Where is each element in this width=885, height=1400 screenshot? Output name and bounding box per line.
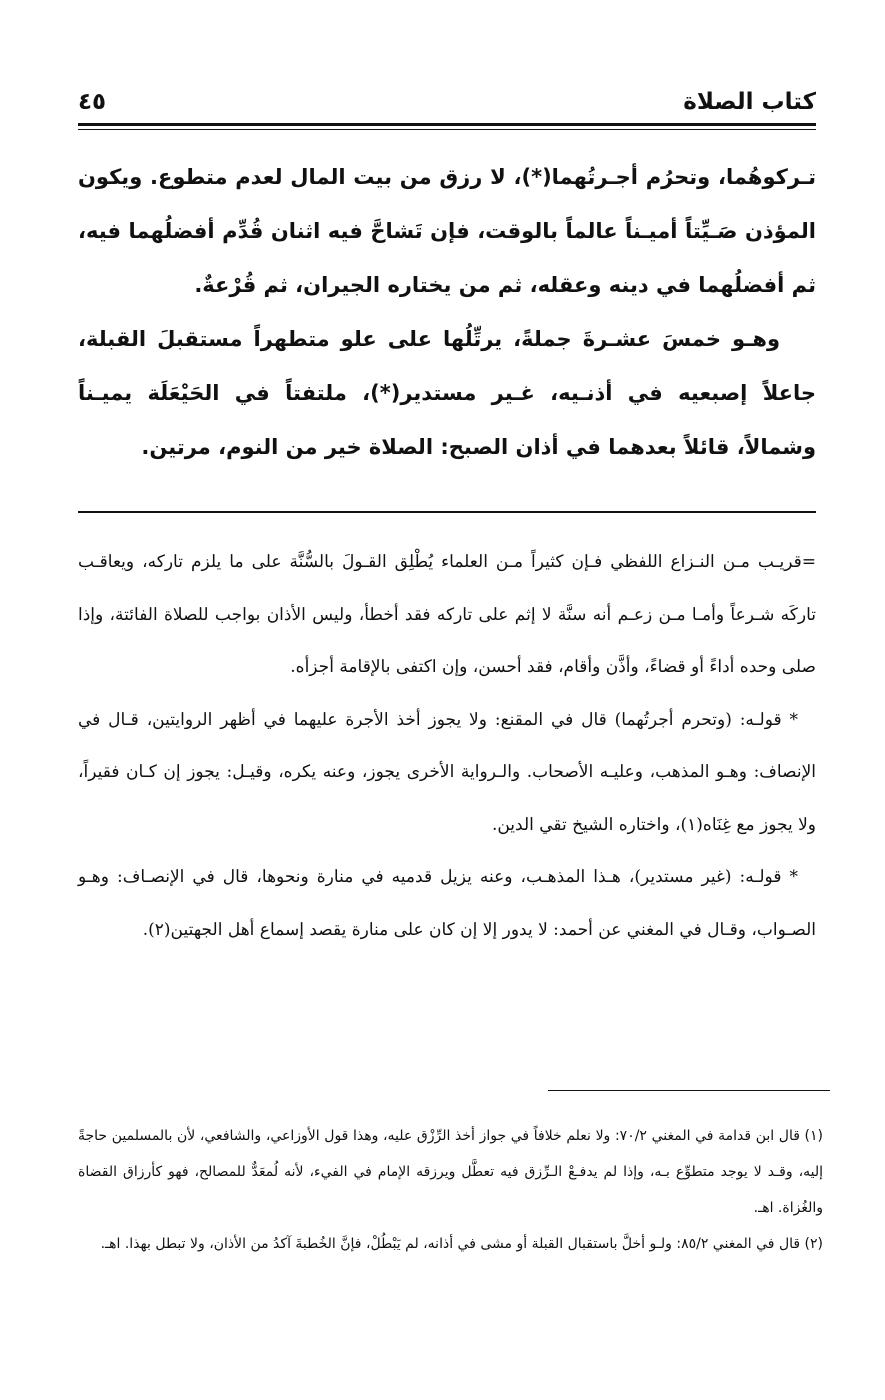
commentary-paragraph-3: * قولـه: (غير مستدير)، هـذا المذهـب، وعنه يزيل قدميه في منارة ونحوها، قال في الإنصـاف: وهـو الصـواب، وقـال في المغني عن أحمد: لا يدور إلا إن كان على منارة يقصد إسماع أهل الجهتين(٢).: [78, 867, 816, 940]
running-header: [78, 84, 816, 122]
footnote-separator: [548, 1090, 830, 1091]
footnote-1: (١) قال ابن قدامة في المغني ٧٠/٢: ولا نعلم خلافاً في جواز أخذ الرِّزْق عليه، وهذا قول الأوزاعي، والشافعي، لأن بالمسلمين حاجةً إليه، وقـد لا يوجد متطوِّع بـه، وإذا لم يدفـعْ الـرِّزق فيه تعطَّل ويرزقه الإمام في الفيء، لأنه لُمعَدٌّ للمصالح، فهو كأرزاق القضاة والغُزاة. اهـ.: [78, 1128, 823, 1216]
page-number: ٤٥: [78, 89, 107, 115]
header-rule-thin: [78, 129, 816, 130]
main-text: [78, 150, 816, 474]
commentary: [78, 536, 816, 956]
commentary-paragraph-1: =قريـب مـن النـزاع اللفظي فـإن كثيراً مـن العلماء يُطْلِق القـولَ بالسُّنَّة على ما يلزم تاركه، ويعاقـب تاركَه شـرعاً وأمـا مـن زعـم أنه سنَّة لا إثم على تاركه فقد أخطأ، وليس الأذان بواجب للصلاة الفائتة، وإذا صلى وحده أداءً أو قضاءً، وأذَّن وأقام، فقد أحسن، وإن اكتفى بالإقامة أجزأه.: [78, 552, 816, 677]
footnotes: [78, 1118, 823, 1262]
main-paragraph-1: تـركوهُما، وتحرُم أجـرتُهما(*)، لا رزق من بيت المال لعدم متطوع. ويكون المؤذن صَـيِّتاً أميـناً عالماً بالوقت، فإن تَشاحَّ فيه اثنان قُدِّم أفضلُهما فيه، ثم أفضلُهما في دينه وعقله، ثم من يختاره الجيران، ثم قُرْعةٌ.: [78, 165, 816, 297]
header-rule-thick: [78, 123, 816, 126]
commentary-paragraph-2: * قولـه: (وتحرم أجرتُهما) قال في المقنع: ولا يجوز أخذ الأجرة عليهما في أظهر الروايتين، قـال في الإنصاف: وهـو المذهب، وعليـه الأصحاب. والـرواية الأخرى يجوز، وعنه يكره، وقيـل: يجوز إن كـان فقيراً، ولا يجوز مع غِنَاه(١)، واختاره الشيخ تقي الدين.: [78, 709, 816, 835]
main-paragraph-2: وهـو خمسَ عشـرةَ جملةً، يرتِّلُها على علو متطهراً مستقبلَ القبلة، جاعلاً إصبعيه في أذنـيه، غـير مستدير(*)، ملتفتاً في الحَيْعَلَة يميـناً وشمالاً، قائلاً بعدهما في أذان الصبح: الصلاة خير من النوم، مرتين.: [78, 327, 816, 459]
footnote-2: (٢) قال في المغني ٨٥/٢: ولـو أخلَّ باستقبال القبلة أو مشى في أذانه، لم يَبْطُلْ، فإنَّ الخُطبةَ آكدُ من الأذان، ولا تبطل بهذا. اهـ.: [100, 1236, 823, 1252]
commentary-separator: [78, 511, 816, 513]
book-title: كتاب الصلاة: [683, 89, 816, 115]
